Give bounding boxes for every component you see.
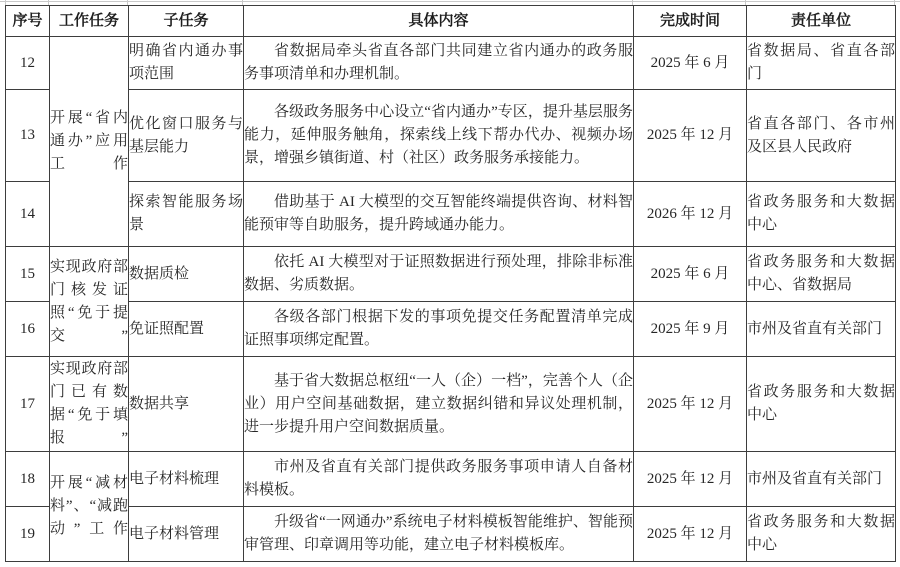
header-cell-serial: 序号 [6,6,50,37]
unit-cell: 省数据局、省直各部门 [747,37,896,90]
unit-cell: 省政务服务和大数据中心、省数据局 [747,247,896,302]
task-table [5,5,896,562]
content-cell: 各级各部门根据下发的事项免提交任务配置清单完成证照事项绑定配置。 [244,302,634,357]
row-number-cell: 16 [6,302,50,357]
header-row [6,6,896,37]
row-number-cell: 17 [6,357,50,452]
subtask-cell: 探索智能服务场景 [129,182,244,247]
unit-cell: 市州及省直有关部门 [747,452,896,507]
task-cell: 开展“减材料”、“减跑动”工作 [50,452,129,562]
content-cell: 省数据局牵头省直各部门共同建立省内通办的政务服务事项清单和办理机制。 [244,37,634,90]
row-number-cell: 14 [6,182,50,247]
unit-cell: 省政务服务和大数据中心 [747,182,896,247]
table-row [6,357,896,452]
table-row [6,302,896,357]
task-cell: 实现政府部门已有数据“免于填报” [50,357,129,452]
deadline-cell: 2025 年 12 月 [634,357,747,452]
content-cell: 市州及省直有关部门提供政务服务事项申请人自备材料模板。 [244,452,634,507]
header-cell-content: 具体内容 [244,6,634,37]
subtask-cell: 数据共享 [129,357,244,452]
table-row [6,452,896,507]
deadline-cell: 2025 年 6 月 [634,247,747,302]
header-cell-task: 工作任务 [50,6,129,37]
task-cell: 实现政府部门核发证照“免于提交” [50,247,129,357]
subtask-cell: 明确省内通办事项范围 [129,37,244,90]
unit-cell: 市州及省直有关部门 [747,302,896,357]
row-number-cell: 12 [6,37,50,90]
content-cell: 基于省大数据总枢纽“一人（企）一档”，完善个人（企业）用户空间基础数据，建立数据纠错和异议处理机制，进一步提升用户空间数据质量。 [244,357,634,452]
deadline-cell: 2026 年 12 月 [634,182,747,247]
subtask-cell: 电子材料梳理 [129,452,244,507]
unit-cell: 省直各部门、各市州及区县人民政府 [747,90,896,182]
table-row [6,37,896,90]
content-cell: 借助基于 AI 大模型的交互智能终端提供咨询、材料智能预审等自助服务，提升跨域通办能力。 [244,182,634,247]
deadline-cell: 2025 年 9 月 [634,302,747,357]
deadline-cell: 2025 年 12 月 [634,507,747,562]
table-row [6,507,896,562]
subtask-cell: 数据质检 [129,247,244,302]
deadline-cell: 2025 年 12 月 [634,90,747,182]
content-cell: 依托 AI 大模型对于证照数据进行预处理，排除非标准数据、劣质数据。 [244,247,634,302]
unit-cell: 省政务服务和大数据中心 [747,507,896,562]
header-cell-deadline: 完成时间 [634,6,747,37]
header-cell-unit: 责任单位 [747,6,896,37]
unit-cell: 省政务服务和大数据中心 [747,357,896,452]
page-crop-remnant-line [0,1,900,2]
subtask-cell: 免证照配置 [129,302,244,357]
content-cell: 各级政务服务中心设立“省内通办”专区，提升基层服务能力，延伸服务触角，探索线上线下帮办代办、视频办场景，增强乡镇街道、村（社区）政务服务承接能力。 [244,90,634,182]
subtask-cell: 优化窗口服务与基层能力 [129,90,244,182]
row-number-cell: 13 [6,90,50,182]
row-number-cell: 18 [6,452,50,507]
row-number-cell: 15 [6,247,50,302]
header-cell-subtask: 子任务 [129,6,244,37]
task-cell: 开展“省内通办”应用工作 [50,37,129,247]
content-cell: 升级省“一网通办”系统电子材料模板智能维护、智能预审管理、印章调用等功能，建立电子材料模板库。 [244,507,634,562]
table-row [6,247,896,302]
table-row [6,182,896,247]
deadline-cell: 2025 年 6 月 [634,37,747,90]
table-row [6,90,896,182]
row-number-cell: 19 [6,507,50,562]
deadline-cell: 2025 年 12 月 [634,452,747,507]
subtask-cell: 电子材料管理 [129,507,244,562]
